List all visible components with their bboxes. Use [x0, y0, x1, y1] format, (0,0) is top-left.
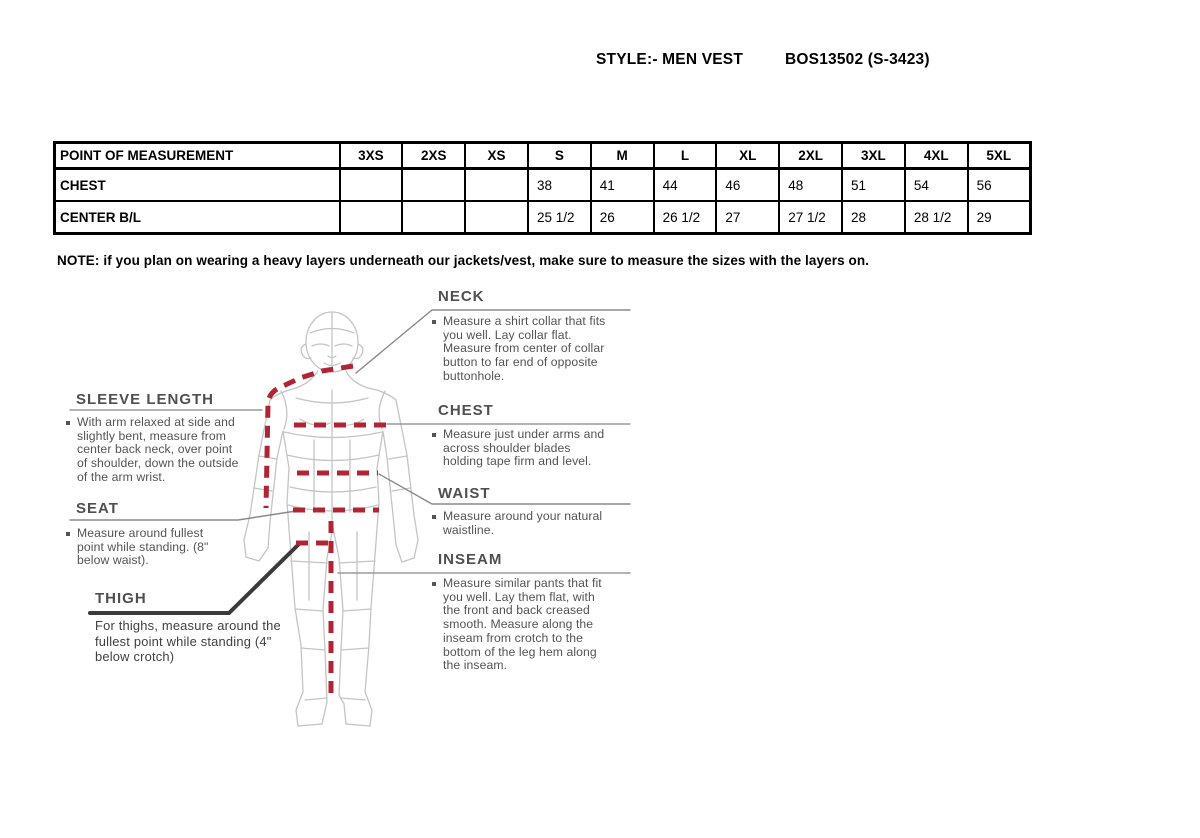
figure-body-outline — [244, 371, 418, 726]
seat-description: Measure around fullest point while standing. (8" below waist). — [64, 527, 232, 568]
cell — [340, 169, 403, 202]
style-label: STYLE:- MEN VEST — [596, 51, 744, 68]
cell — [340, 201, 403, 234]
col-header-xs: XS — [465, 143, 528, 169]
neck-description: Measure a shirt collar that fits you well. Lay collar flat. Measure from center of collar button to far end of opposite buttonhole. — [430, 315, 614, 384]
size-table-container — [53, 141, 1032, 235]
table-row-chest — [55, 169, 1031, 202]
bullet-icon — [432, 433, 436, 437]
col-header-s: S — [528, 143, 591, 169]
cell: 41 — [591, 169, 654, 202]
cell: 46 — [716, 169, 779, 202]
neck-heading: NECK — [438, 288, 485, 305]
waist-leader-line — [379, 474, 630, 504]
waist-description: Measure around your natural waistline. — [430, 510, 614, 537]
style-code: BOS13502 (S-3423) — [785, 51, 930, 68]
cell: 29 — [968, 201, 1031, 234]
col-header-5xl: 5XL — [968, 143, 1031, 169]
cell: 26 1/2 — [654, 201, 717, 234]
sleeve-length-description: With arm relaxed at side and slightly bent, measure from center back neck, over point of shoulder, down the outside of the arm wrist. — [64, 416, 244, 485]
col-header-3xs: 3XS — [340, 143, 403, 169]
bullet-icon — [432, 582, 436, 586]
cell: 48 — [779, 169, 842, 202]
bullet-icon — [432, 320, 436, 324]
sleeve-measure-line — [266, 366, 353, 508]
col-header-2xl: 2XL — [779, 143, 842, 169]
row-label: CHEST — [55, 169, 340, 202]
size-table-header-row — [55, 143, 1031, 169]
col-header-4xl: 4XL — [905, 143, 968, 169]
col-header-l: L — [654, 143, 717, 169]
inseam-heading: INSEAM — [438, 551, 503, 568]
col-header-point-of-measurement: POINT OF MEASUREMENT — [55, 143, 340, 169]
size-table — [53, 141, 1032, 235]
cell: 28 1/2 — [905, 201, 968, 234]
cell: 28 — [842, 201, 905, 234]
bullet-icon — [66, 421, 70, 425]
cell: 56 — [968, 169, 1031, 202]
col-header-3xl: 3XL — [842, 143, 905, 169]
col-header-xl: XL — [716, 143, 779, 169]
cell: 27 1/2 — [779, 201, 842, 234]
col-header-m: M — [591, 143, 654, 169]
seat-heading: SEAT — [76, 500, 119, 517]
col-header-2xs: 2XS — [402, 143, 465, 169]
cell — [465, 201, 528, 234]
sleeve-length-heading: SLEEVE LENGTH — [76, 391, 215, 408]
table-row-center-bl — [55, 201, 1031, 234]
bullet-icon — [432, 515, 436, 519]
cell — [402, 169, 465, 202]
chest-description: Measure just under arms and across shoulder blades holding tape firm and level. — [430, 428, 614, 469]
cell: 44 — [654, 169, 717, 202]
cell: 27 — [716, 201, 779, 234]
row-label: CENTER B/L — [55, 201, 340, 234]
cell: 51 — [842, 169, 905, 202]
thigh-description: For thighs, measure around the fullest point while standing (4" below crotch) — [95, 618, 281, 665]
inseam-description: Measure similar pants that fit you well. Lay them flat, with the front and back creased smooth. Measure along the inseam from crotch to the bottom of the leg hem along the inseam. — [430, 577, 614, 673]
document-title — [596, 51, 930, 69]
chest-heading: CHEST — [438, 402, 494, 419]
cell: 38 — [528, 169, 591, 202]
cell — [402, 201, 465, 234]
bullet-icon — [66, 532, 70, 536]
cell: 54 — [905, 169, 968, 202]
cell: 26 — [591, 201, 654, 234]
waist-heading: WAIST — [438, 485, 491, 502]
thigh-heading: THIGH — [95, 590, 147, 607]
cell: 25 1/2 — [528, 201, 591, 234]
cell — [465, 169, 528, 202]
figure-head — [306, 312, 358, 372]
note-text: NOTE: if you plan on wearing a heavy layers underneath our jackets/vest, make sure to measure the sizes with the layers on. — [57, 253, 870, 268]
